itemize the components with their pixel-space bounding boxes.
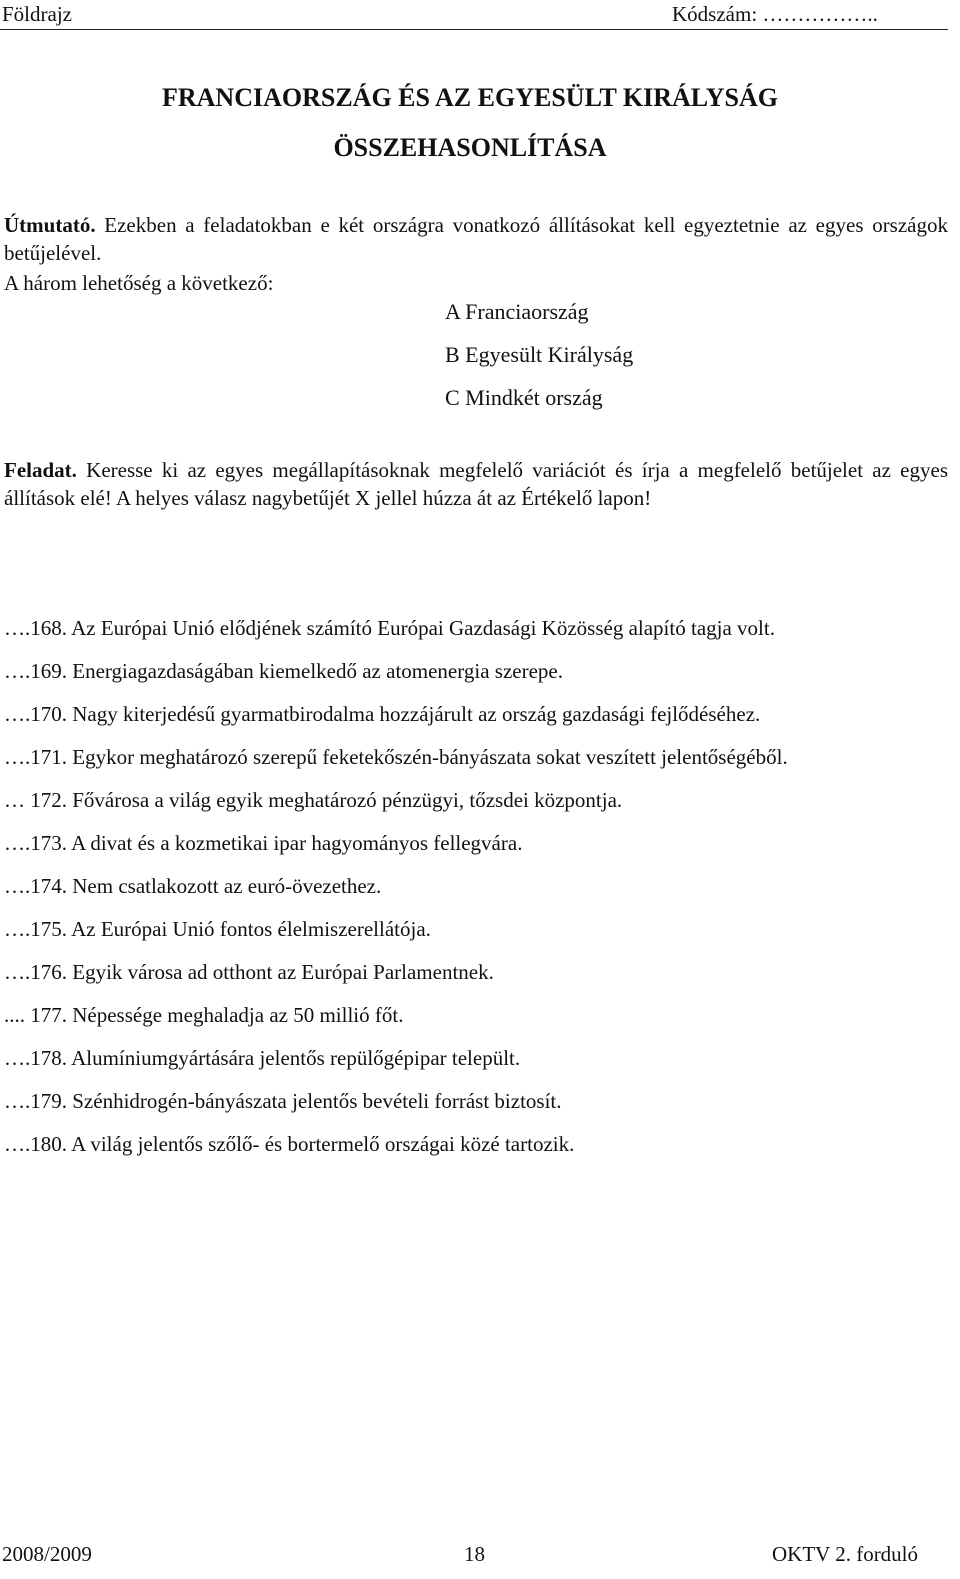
list-item: .... 177. Népessége meghaladja az 50 millió főt. [4, 1003, 404, 1027]
task-paragraph [4, 456, 948, 512]
list-item: ….180. A világ jelentős szőlő- és bortermelő országai közé tartozik. [4, 1132, 575, 1156]
list-item: ….178. Alumíniumgyártására jelentős repülőgépipar települt. [4, 1046, 521, 1070]
option-a: A Franciaország [445, 299, 589, 324]
header-divider [0, 29, 948, 30]
footer-round: OKTV 2. forduló [772, 1542, 919, 1566]
footer-year: 2008/2009 [2, 1542, 92, 1566]
task-text: Keresse ki az egyes megállapításoknak megfelelő variációt és írja a megfelelő betűjelet az egyes állítások elé! A helyes válasz nagybetűjét X jellel húzza át az Értékelő lapon! [4, 458, 948, 510]
page-title-line1: FRANCIAORSZÁG ÉS AZ EGYESÜLT KIRÁLYSÁG [161, 83, 778, 112]
footer-page-number: 18 [464, 1542, 485, 1566]
task-label: Feladat. [4, 458, 77, 482]
options-intro: A három lehetőség a következő: [4, 271, 274, 295]
list-item: ….179. Szénhidrogén-bányászata jelentős bevételi forrást biztosít. [4, 1089, 562, 1113]
instructions-text: Ezekben a feladatokban e két országra vonatkozó állításokat kell egyeztetnie az egyes országok betűjelével. [4, 213, 948, 265]
page-title-line2: ÖSSZEHASONLÍTÁSA [333, 133, 607, 162]
list-item: … 172. Fővárosa a világ egyik meghatározó pénzügyi, tőzsdei központja. [4, 788, 623, 812]
list-item: ….171. Egykor meghatározó szerepű feketekőszén-bányászata sokat veszített jelentőségéből. [4, 745, 788, 769]
option-c: C Mindkét ország [445, 385, 603, 410]
list-item: ….175. Az Európai Unió fontos élelmiszerellátója. [4, 917, 431, 941]
list-item: ….169. Energiagazdaságában kiemelkedő az atomenergia szerepe. [4, 659, 563, 683]
list-item: ….168. Az Európai Unió elődjének számító Európai Gazdasági Közösség alapító tagja volt. [4, 616, 775, 640]
instructions-label: Útmutató. [4, 213, 96, 237]
list-item: ….176. Egyik városa ad otthont az Európai Parlamentnek. [4, 960, 494, 984]
header-code-label: Kódszám: …………….. [672, 2, 878, 26]
list-item: ….170. Nagy kiterjedésű gyarmatbirodalma hozzájárult az ország gazdasági fejlődéséhez. [4, 702, 761, 726]
list-item: ….174. Nem csatlakozott az euró-övezethez. [4, 874, 382, 898]
header-subject: Földrajz [2, 2, 72, 26]
list-item: ….173. A divat és a kozmetikai ipar hagyományos fellegvára. [4, 831, 523, 855]
option-b: B Egyesült Királyság [445, 342, 634, 367]
instructions-paragraph [4, 211, 948, 267]
